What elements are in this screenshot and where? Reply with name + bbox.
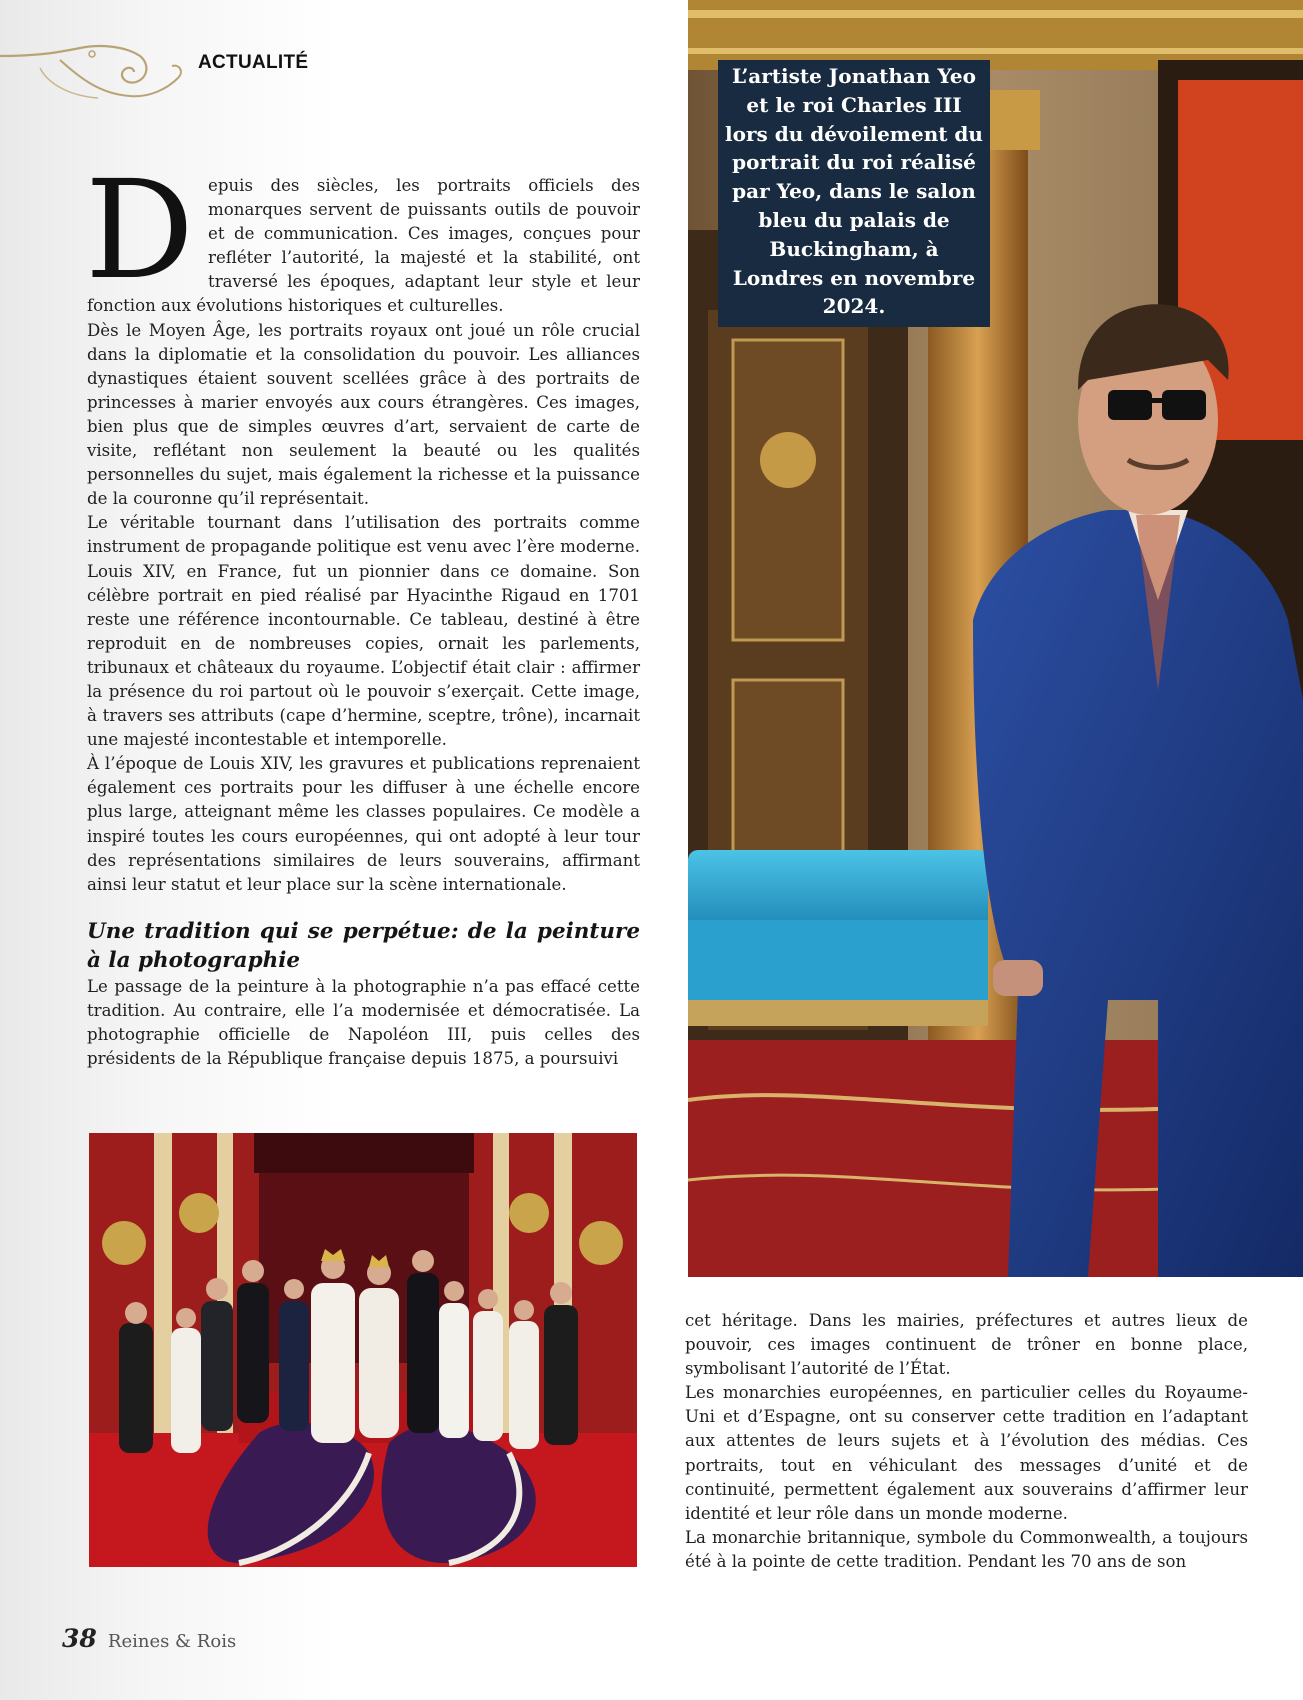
- paragraph: cet héritage. Dans les mairies, préfectures et autres lieux de pouvoir, ces images continuent de trôner en bonne place, symbolisant l’autorité de l’État.: [685, 1311, 1248, 1379]
- paragraph: Les monarchies européennes, en particulier celles du Royaume-Uni et d’Espagne, ont su conserver cette tradition en l’adaptant aux attentes de leurs sujets et à l’évolution des médias. Ces portraits, tout en véhiculant des messages d’unité et de continuité, permettent également aux souverains d’affirmer leur identité et leur rôle dans un monde moderne.: [685, 1383, 1248, 1523]
- article-column-left: [85, 152, 640, 1071]
- paragraph: Dès le Moyen Âge, les portraits royaux ont joué un rôle crucial dans la diplomatie et la consolidation du pouvoir. Les alliances dynastiques étaient souvent scellées grâce à des portraits de princesses à marier envoyés aux cours étrangères. Ces images, bien plus que de simples œuvres d’art, servaient de carte de visite, reflétant non seulement la beauté ou les qualités personnelles du sujet, mais également la richesse et la puissance de la couronne qu’il représentait.: [87, 320, 640, 509]
- paragraph: Le passage de la peinture à la photographie n’a pas effacé cette tradition. Au contraire, elle l’a modernisée et démocratisée. La photographie officielle de Napoléon III, puis celles des présidents de la République française depuis 1875, a poursuivi: [87, 976, 640, 1069]
- page-footer: [62, 1624, 236, 1653]
- paragraph: epuis des siècles, les portraits officiels des monarques servent de puissants outils de pouvoir et de communication. Ces images, conçues pour refléter l’autorité, la majesté et la stabilité, ont traversé les époques, adaptant leur style et leur fonction aux évolutions historiques et culturelles.: [87, 176, 640, 316]
- photo-royal-family-group: [89, 1133, 637, 1567]
- article-column-right: [685, 1309, 1248, 1574]
- magazine-name: Reines & Rois: [107, 1631, 237, 1652]
- paragraph: À l’époque de Louis XIV, les gravures et publications reprenaient également ces portraits pour les diffuser à une échelle encore plus large, atteignant même les classes populaires. Ce modèle a inspiré toutes les cours européennes, qui ont adopté à leur tour des représentations similaires de leurs souverains, affirmant ainsi leur statut et leur place sur la scène internationale.: [87, 754, 640, 894]
- subheading: Une tradition qui se perpétue: de la peinture à la photographie: [87, 918, 640, 973]
- photo-caption: L’artiste Jonathan Yeo et le roi Charles III lors du dévoilement du portrait du roi réalisé par Yeo, dans le salon bleu du palais de Buckingham, à Londres en novembre 2024.: [718, 60, 990, 327]
- paragraph: Le véritable tournant dans l’utilisation des portraits comme instrument de propagande politique est venu avec l’ère moderne. Louis XIV, en France, fut un pionnier dans ce domaine. Son célèbre portrait en pied réalisé par Hyacinthe Rigaud en 1701 reste une référence incontournable. Ce tableau, destiné à être reproduit en de nombreuses copies, ornait les parlements, tribunaux et châteaux du royaume. L’objectif était clair : affirmer la présence du roi partout où le pouvoir s’exerçait. Cette image, à travers ses attributs (cape d’hermine, sceptre, trône), incarnait une majesté incontestable et intemporelle.: [87, 513, 640, 750]
- section-label: ACTUALITÉ: [198, 52, 309, 73]
- flourish-ornament-icon: [0, 38, 200, 108]
- page-number: 38: [62, 1624, 97, 1653]
- drop-cap: D: [85, 152, 195, 310]
- paragraph: La monarchie britannique, symbole du Commonwealth, a toujours été à la pointe de cette tradition. Pendant les 70 ans de son: [685, 1527, 1248, 1571]
